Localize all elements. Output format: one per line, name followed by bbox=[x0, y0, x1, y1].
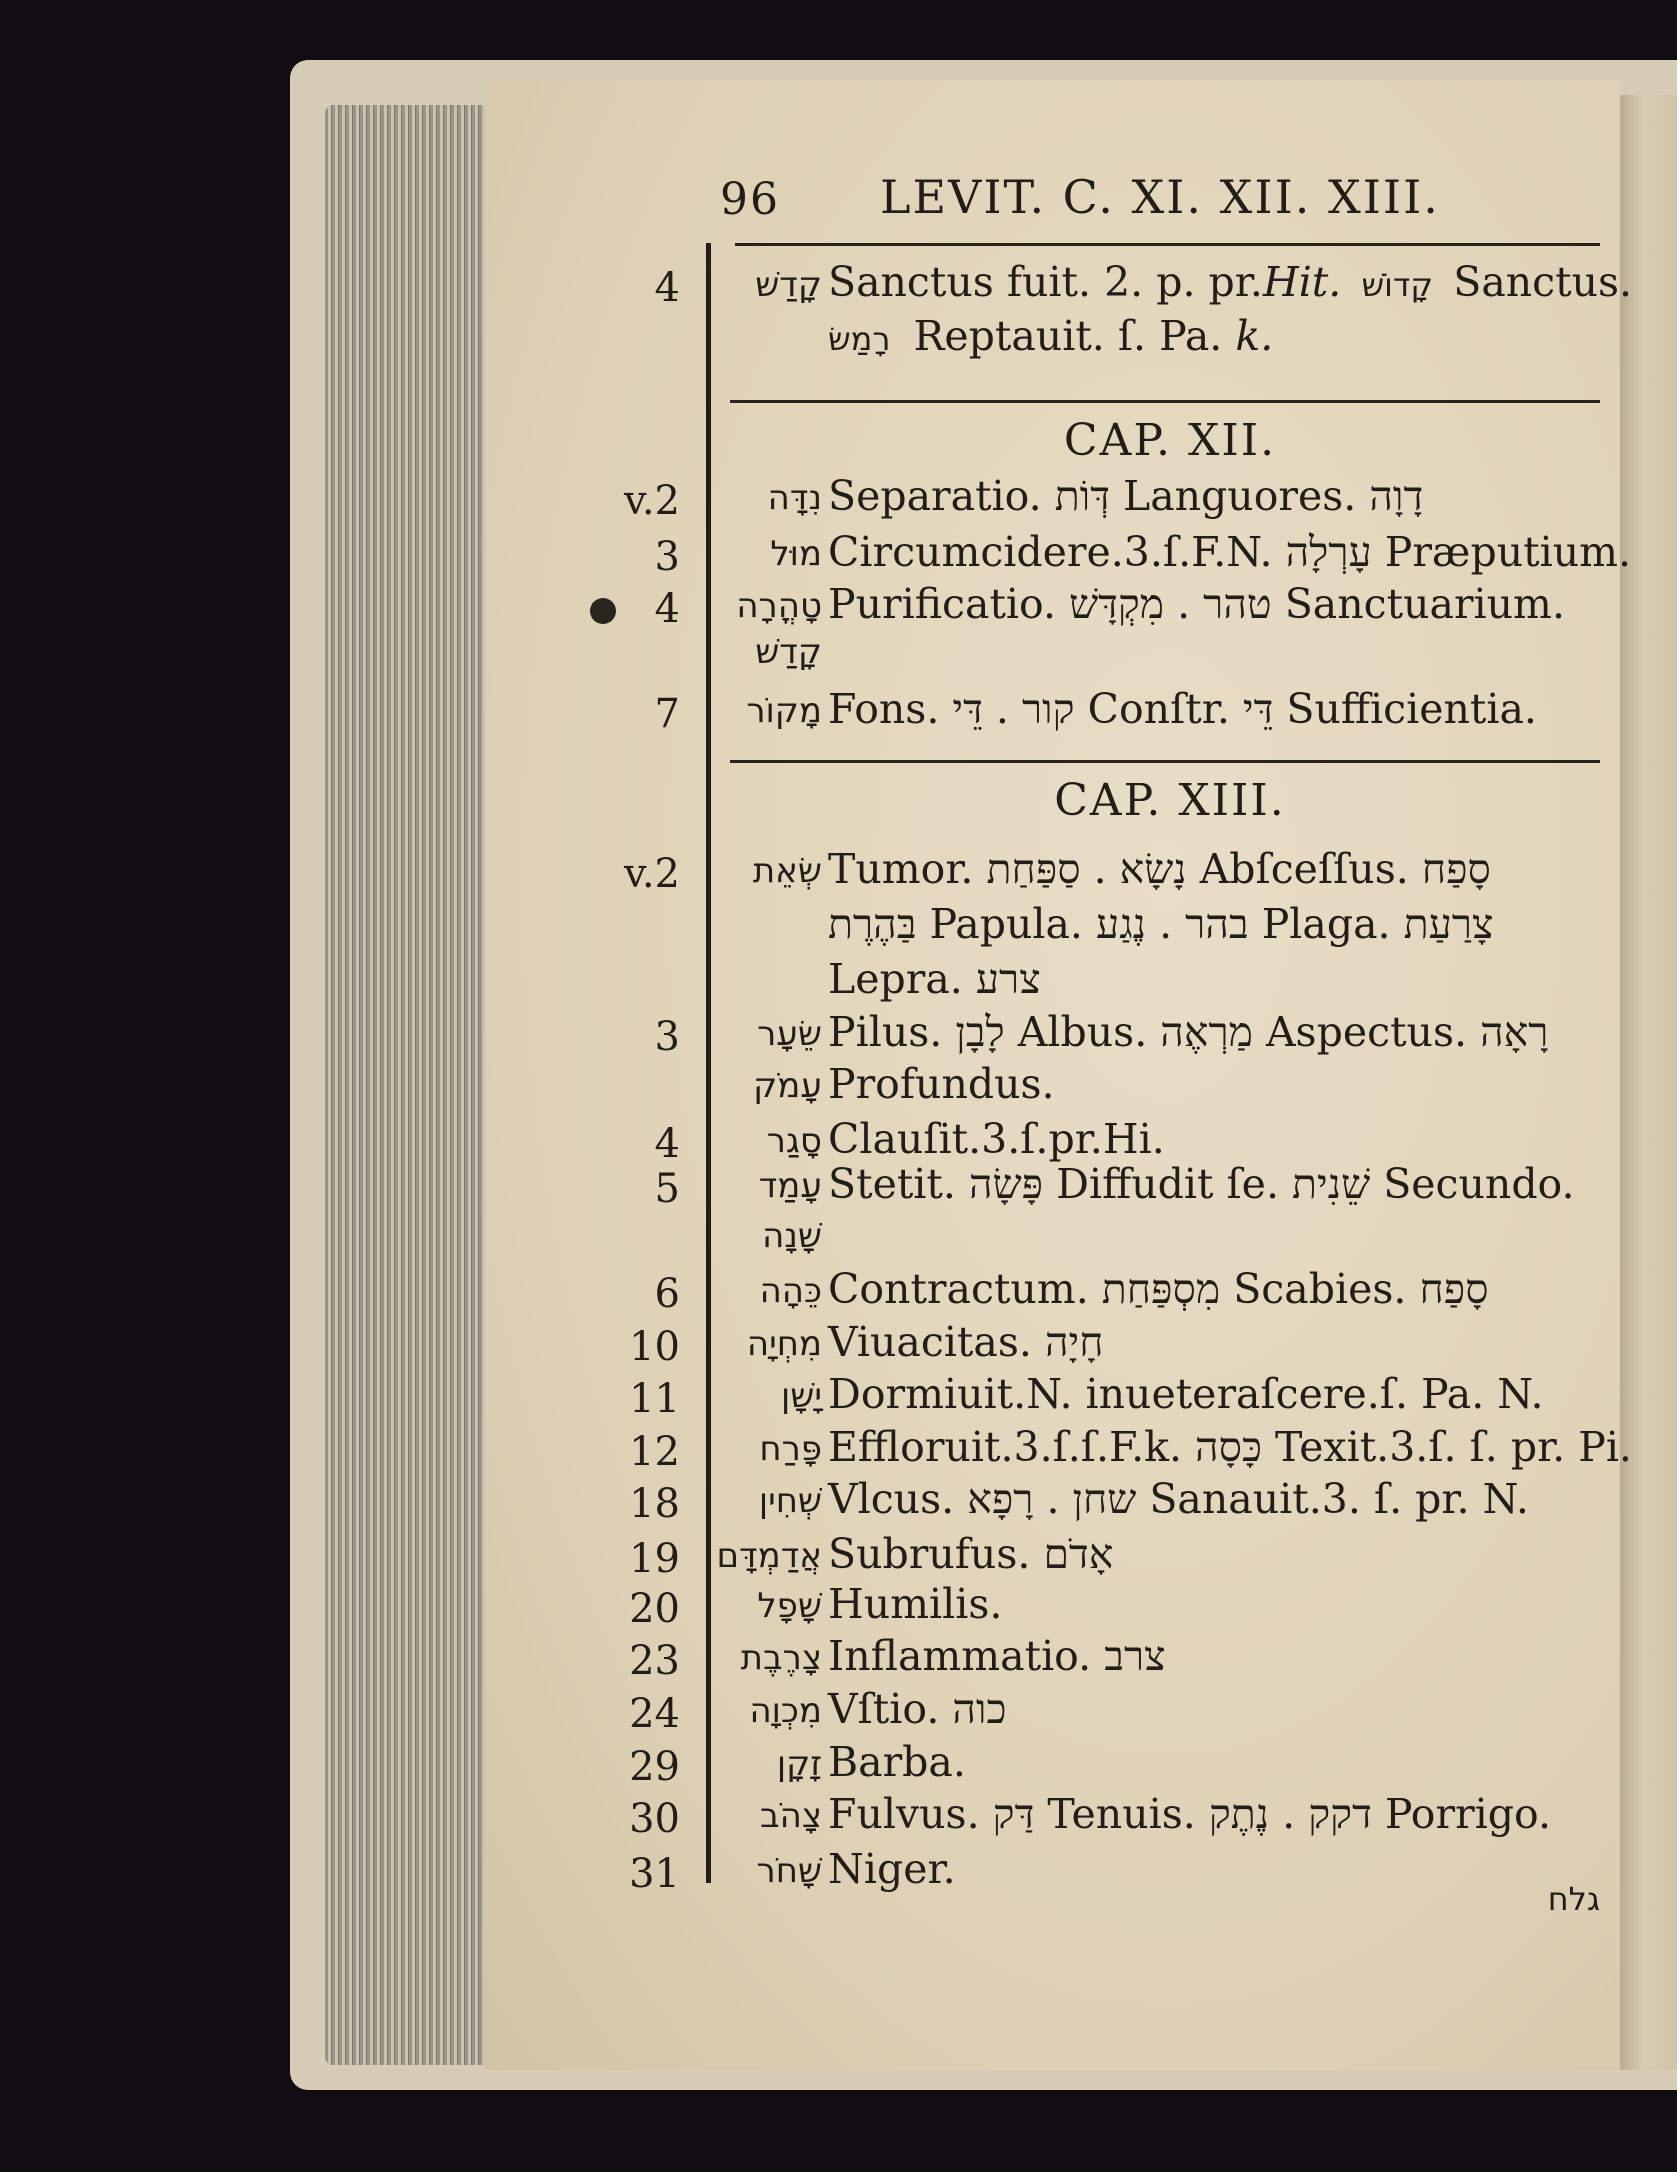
entry-text: Barba. bbox=[828, 1738, 966, 1786]
entry-text: שֵׁנִית bbox=[1292, 1160, 1384, 1208]
entry-line bbox=[828, 1632, 1166, 1680]
entry-line: רָמַשׂ Reptauit. ſ. Pa. k. bbox=[828, 312, 1274, 360]
entry-line bbox=[828, 1060, 1055, 1108]
verse-number: 4 bbox=[654, 265, 680, 311]
entry-text: Vlcus. bbox=[828, 1475, 955, 1523]
entry-text: צָרַעַת bbox=[1403, 900, 1494, 948]
entry-line bbox=[828, 1160, 1575, 1208]
book-gutter bbox=[1620, 95, 1677, 2070]
ink-stain bbox=[590, 598, 616, 624]
entry-text: Stetit. bbox=[828, 1160, 956, 1208]
verse-number: 3 bbox=[654, 1014, 680, 1060]
entry-line bbox=[828, 845, 1491, 893]
entry-text: N. bbox=[1497, 1370, 1544, 1418]
entry-text: Clauſit.3.ſ.pr. bbox=[828, 1115, 1103, 1163]
hebrew-headword: שָׁנָה bbox=[762, 1216, 822, 1256]
hebrew-headword: מָקוֹר bbox=[746, 691, 822, 731]
verse-number: 29 bbox=[629, 1744, 680, 1790]
entry-text: Fulvus. bbox=[828, 1790, 980, 1838]
hebrew-headword: סָגַר bbox=[766, 1121, 822, 1161]
header-rule bbox=[735, 243, 1600, 246]
entry-text: שחן . רָפָא bbox=[954, 1475, 1150, 1523]
hebrew-headword: עָמֹק bbox=[753, 1066, 822, 1106]
entry-line bbox=[828, 685, 1537, 733]
entry-text: עָרְלָה bbox=[1272, 528, 1385, 576]
entry-line bbox=[828, 955, 1041, 1003]
entry-line bbox=[828, 1475, 1529, 1523]
hebrew-headword: אֲדַמְדָּם bbox=[716, 1536, 822, 1576]
hebrew-headword: שְׂאֵת bbox=[752, 851, 822, 891]
entry-text: Contractum. bbox=[828, 1265, 1089, 1313]
entry-line bbox=[828, 1790, 1551, 1838]
verse-number: 30 bbox=[629, 1796, 680, 1842]
entry-line bbox=[828, 1580, 1002, 1628]
entry-text: Abſceſſus. bbox=[1199, 845, 1422, 893]
entry-line bbox=[828, 472, 1423, 520]
entry-text: מִסְפַּחַת bbox=[1088, 1265, 1234, 1313]
entry-text: Secundo. bbox=[1383, 1160, 1575, 1208]
hebrew-headword: צָהֹב bbox=[759, 1796, 822, 1836]
entry-text: Aspectus. bbox=[1265, 1008, 1481, 1056]
entry-text: Vſtio. bbox=[828, 1685, 940, 1733]
entry-text: דָוָה bbox=[1369, 472, 1424, 520]
entry-text: Sufficientia. bbox=[1286, 685, 1537, 733]
running-title: LEVIT. C. XI. XII. XIII. bbox=[880, 170, 1440, 224]
verse-number: 7 bbox=[654, 691, 680, 737]
entry-line bbox=[828, 1845, 956, 1893]
section-rule bbox=[730, 400, 1600, 403]
entry-text: טהר . מִקְדָּשׁ bbox=[1056, 580, 1285, 628]
entry-line bbox=[828, 1530, 1113, 1578]
hebrew-headword: עָמַד bbox=[758, 1166, 822, 1206]
entry-text: Lepra. bbox=[828, 955, 963, 1003]
entry-line bbox=[828, 1423, 1632, 1471]
entry-line bbox=[828, 1685, 1007, 1733]
verse-number: v.2 bbox=[623, 851, 680, 897]
hebrew-headword: כֵּהָה bbox=[759, 1271, 822, 1311]
entry-text: חָיָה bbox=[1031, 1318, 1104, 1366]
entry-text: Circumcidere.3.ſ.F. bbox=[828, 528, 1227, 576]
entry-text: כוה bbox=[939, 1685, 1007, 1733]
hebrew-headword: שְׁחִין bbox=[758, 1481, 822, 1521]
entry-text: Conſtr. bbox=[1087, 685, 1243, 733]
entry-text: מַרְאֶה bbox=[1160, 1008, 1266, 1056]
verse-number: 24 bbox=[629, 1691, 680, 1737]
entry-text: Niger. bbox=[828, 1845, 956, 1893]
entry-text: רָאָה bbox=[1480, 1008, 1549, 1056]
catchword: גלח bbox=[1547, 1880, 1600, 1918]
entry-text: דְּוֹת bbox=[1041, 472, 1123, 520]
page-edges bbox=[325, 105, 485, 2065]
entry-text: Inflammatio. bbox=[828, 1632, 1092, 1680]
entry-line bbox=[828, 1318, 1104, 1366]
hebrew-headword: יָשָׁן bbox=[781, 1376, 822, 1416]
verse-number: 18 bbox=[629, 1481, 680, 1527]
entry-text: k. bbox=[1144, 1423, 1196, 1471]
hebrew-headword: שָׁפָל bbox=[757, 1586, 822, 1626]
entry-text: קור . דֵּי bbox=[939, 685, 1088, 733]
verse-number: 23 bbox=[629, 1638, 680, 1684]
entry-text: Præputium. bbox=[1384, 528, 1632, 576]
entry-text: Porrigo. bbox=[1384, 1790, 1552, 1838]
entry-text: בַּהֶרֶת bbox=[828, 900, 917, 948]
entry-line bbox=[828, 1265, 1489, 1313]
entry-text: דֵּי bbox=[1242, 685, 1287, 733]
entry-text: בהר . נֶגַע bbox=[1096, 900, 1262, 948]
verse-number: 31 bbox=[629, 1851, 680, 1897]
hebrew-headword: טָהֳרָה bbox=[736, 586, 822, 626]
verse-number: 11 bbox=[629, 1376, 680, 1422]
entry-text: צרע bbox=[962, 955, 1041, 1003]
verse-number: 4 bbox=[654, 1121, 680, 1167]
verse-number: 12 bbox=[629, 1429, 680, 1475]
hebrew-headword: קָדַשׁ bbox=[755, 632, 822, 672]
entry-text: Sanauit.3. ſ. pr. bbox=[1149, 1475, 1483, 1523]
verse-number: 20 bbox=[629, 1586, 680, 1632]
entry-text: N. bbox=[1226, 528, 1273, 576]
verse-number: 4 bbox=[654, 586, 680, 632]
entry-text: Texit.3.ſ. ſ. pr. bbox=[1275, 1423, 1579, 1471]
verse-number: 6 bbox=[654, 1271, 680, 1317]
entry-text: Albus. bbox=[1017, 1008, 1161, 1056]
entry-line bbox=[828, 1008, 1548, 1056]
hebrew-headword: קָדַשׁ bbox=[755, 265, 822, 305]
entry-line bbox=[828, 900, 1493, 948]
hebrew-headword: מִכְוָה bbox=[749, 1691, 822, 1731]
entry-text: Hi. bbox=[1102, 1115, 1165, 1163]
verse-number: 19 bbox=[629, 1536, 680, 1582]
entry-text: פָּשָׂה bbox=[955, 1160, 1057, 1208]
entry-text: צרב bbox=[1091, 1632, 1166, 1680]
entry-text: Fons. bbox=[828, 685, 940, 733]
entry-text: Plaga. bbox=[1261, 900, 1404, 948]
entry-text: Sanctuarium. bbox=[1284, 580, 1565, 628]
entry-text: לָבָן bbox=[942, 1008, 1018, 1056]
entry-text: דַּק bbox=[979, 1790, 1048, 1838]
entry-text: אָדֹם bbox=[1030, 1530, 1114, 1578]
column-rule bbox=[706, 243, 711, 1883]
verse-number: v.2 bbox=[623, 478, 680, 524]
verse-number: 3 bbox=[654, 534, 680, 580]
entry-text: Dormiuit. bbox=[828, 1370, 1027, 1418]
entry-text: Humilis. bbox=[828, 1580, 1003, 1628]
entry-text: Pi. bbox=[1578, 1423, 1632, 1471]
entry-text: Subrufus. bbox=[828, 1530, 1031, 1578]
entry-text: Languores. bbox=[1122, 472, 1370, 520]
entry-text: דקק . נֶתֶק bbox=[1208, 1790, 1385, 1838]
entry-text: Diffudit ſe. bbox=[1056, 1160, 1293, 1208]
page-header bbox=[720, 170, 1480, 230]
entry-line bbox=[828, 1115, 1165, 1163]
verse-number: 10 bbox=[629, 1324, 680, 1370]
entry-text: Tenuis. bbox=[1047, 1790, 1209, 1838]
entry-text: F. bbox=[1109, 1423, 1145, 1471]
entry-text: Purificatio. bbox=[828, 580, 1057, 628]
entry-text: inueteraſcere.ſ. Pa. bbox=[1072, 1370, 1498, 1418]
entry-text: כָּסָה bbox=[1195, 1423, 1276, 1471]
hebrew-headword: צָרֶבֶת bbox=[740, 1638, 822, 1678]
entry-text: Profundus. bbox=[828, 1060, 1055, 1108]
hebrew-headword: נִדָּה bbox=[767, 478, 822, 518]
entry-text: N. bbox=[1482, 1475, 1529, 1523]
section-rule bbox=[730, 760, 1600, 763]
entry-line: Sanctus fuit. 2. p. pr.Hit. קָדוֹשׁ Sanctus. bbox=[828, 258, 1633, 306]
chapter-heading: CAP. XIII. bbox=[1054, 775, 1286, 826]
verse-number: 5 bbox=[654, 1166, 680, 1212]
entry-text: Effloruit.3.ſ.ſ. bbox=[828, 1423, 1110, 1471]
entry-text: Pilus. bbox=[828, 1008, 943, 1056]
entry-text: סָפַח bbox=[1421, 845, 1491, 893]
entry-text: Separatio. bbox=[828, 472, 1042, 520]
hebrew-headword: זָקָן bbox=[776, 1744, 822, 1784]
entry-text: Tumor. bbox=[828, 845, 974, 893]
entry-text: Papula. bbox=[916, 900, 1096, 948]
chapter-heading: CAP. XII. bbox=[1063, 415, 1277, 466]
entry-text: Viuacitas. bbox=[828, 1318, 1032, 1366]
hebrew-headword: מִחְיָה bbox=[746, 1324, 822, 1364]
hebrew-headword: שֵׂעָר bbox=[757, 1014, 822, 1054]
entry-text: נָשָׂא . סַפַּחַת bbox=[973, 845, 1200, 893]
entry-line bbox=[828, 1370, 1544, 1418]
entry-text: Scabies. bbox=[1233, 1265, 1420, 1313]
entry-text: N. bbox=[1026, 1370, 1073, 1418]
entry-line bbox=[828, 1738, 966, 1786]
hebrew-headword: שָׁחֹר bbox=[756, 1851, 822, 1891]
hebrew-headword: מוּל bbox=[770, 534, 822, 574]
entry-text: סָפַח bbox=[1419, 1265, 1489, 1313]
entry-line bbox=[828, 580, 1565, 628]
page-number: 96 bbox=[720, 174, 780, 225]
hebrew-headword: פָּרַח bbox=[759, 1429, 822, 1469]
entry-line bbox=[828, 528, 1631, 576]
